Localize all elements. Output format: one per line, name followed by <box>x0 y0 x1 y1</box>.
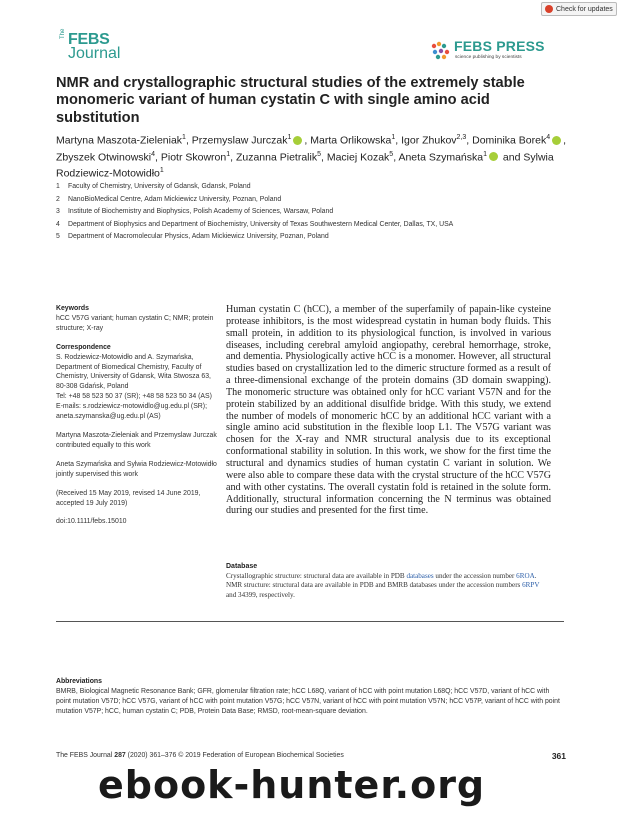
databases-link[interactable]: databases <box>406 571 434 580</box>
section-divider <box>56 621 564 622</box>
author-affiliation-sup: 4 <box>546 134 551 141</box>
crossmark-icon <box>545 5 553 13</box>
author-affiliation-sup: 1 <box>287 134 292 141</box>
author-name: Przemyslaw Jurczak <box>191 134 288 147</box>
author-name: Piotr Skowron <box>160 151 227 164</box>
author-affiliation-sup: 2,3 <box>456 134 467 141</box>
watermark: ebook-hunter.org <box>98 763 486 807</box>
affiliation-list <box>56 181 596 244</box>
orcid-icon[interactable] <box>552 136 561 145</box>
orcid-icon[interactable] <box>293 136 302 145</box>
affiliation-item: 1 Faculty of Chemistry, University of Gdansk, Gdansk, Poland <box>56 183 251 190</box>
orcid-icon[interactable] <box>489 152 498 161</box>
abstract-text: Human cystatin C (hCC), a member of the superfamily of papain-like cysteine protease inhibitors, is the most widespread cystatin in human body fluids. This small protein, in addition to its physiological function, is involved in various diseases, including cerebral amyloid angiopathy, cerebral hemorrhage, stroke, and dementia. Physiologically active hCC is a monomer. However, all structural studies based on crystallization led to the dimeric structure formed as a result of a three-dimensional exchange of the protein domains (3D domain swapping). The monomeric structure was obtained only for hCC variant V57N and for the protein stabilized by an additional disulfide bridge. With this study, we extend the number of models of monomeric hCC by an additional hCC variant with a single amino acid substitution in the flexible loop L1. The V57G variant was chosen for the X-ray and NMR structural analysis due to its exceptional conformational stability in solution. In this work, we show for the first time the structural and dynamics studies of human cystatin C variant in solution. We were also able to compare these data with the crystal structure of the hCC V57G and with other cystatins. The overall cystatin fold is retained in the solute form. Additionally, structural information concerning the N terminus was obtained during our studies and presented for the first time. <box>226 304 551 517</box>
logo-febs: FEBS <box>68 31 110 48</box>
check-for-updates-label: Check for updates <box>556 6 613 13</box>
logo-the: The <box>60 28 66 39</box>
pdb-6rpv-link[interactable]: 6RPV <box>522 581 540 590</box>
pdb-6roa-link[interactable]: 6ROA <box>516 571 535 580</box>
joint-supervision-note: Aneta Szymańska and Sylwia Rodziewicz-Motowidło jointly supervised this work <box>56 460 217 478</box>
abbreviations-text: BMRB, Biological Magnetic Resonance Bank; GFR, glomerular filtration rate; hCC L68Q, variant of hCC with point mutation L68Q; hCC V57D, variant of hCC with point mutation V57D; hCC V57G, variant of hCC with point mutation V57G; hCC V57N, variant of hCC with point mutation V57N; hCC V57P, variant of hCC with point mutation V57P; hCC, human cystatin C; PDB, Protein Data Base; RMSD, root-mean-square deviation. <box>56 688 560 715</box>
equal-contribution-note: Martyna Maszota-Zieleniak and Przemyslaw Jurczak contributed equally to this work <box>56 431 217 449</box>
press-name: FEBS PRESS <box>454 38 545 54</box>
author-name: Aneta Szymańska <box>398 151 484 164</box>
page-number: 361 <box>551 751 566 761</box>
affiliation-item: 4 Department of Biophysics and Department of Biochemistry, University of Texas Southwestern Medical Center, Dallas, TX, USA <box>56 220 454 228</box>
abbreviations-heading: Abbreviations <box>56 678 102 685</box>
author-affiliation-sup: 1 <box>483 150 488 158</box>
febs-press-logo <box>430 38 560 66</box>
author-name: Sylwia Rodziewicz-Motowidło <box>56 151 554 180</box>
keywords-heading: Keywords <box>56 305 89 312</box>
author-name: Dominika Borek <box>472 134 547 147</box>
received-dates: (Received 15 May 2019, revised 14 June 2019, accepted 19 July 2019) <box>56 489 201 507</box>
author-affiliation-sup: 5 <box>389 150 394 158</box>
sidebar <box>56 304 218 527</box>
abbreviations-section <box>56 677 566 717</box>
author-list: Martyna Maszota-Zieleniak$^1$, Przemyslaw Jurczak$^1$ , Marta Orlikowska$^1$, Igor Zhukov$^{2,3}$, Dominika Borek$^4$ , Zbyszek Otwinowski$^4$, Piotr Skowron$^1$, Zuzanna Pietralik$^5$, Maciej Kozak$^5$, Aneta Szymańska$^1$ and Sylwia Rodziewicz-Motowidło$^1$ <box>56 134 567 180</box>
author-affiliation-sup: 1 <box>159 167 164 175</box>
author-name: Maciej Kozak <box>326 151 390 164</box>
correspondence-tel: Tel: +48 58 523 50 37 (SR); +48 58 523 50 34 (AS) <box>56 393 212 401</box>
article-title: NMR and crystallographic structural studies of the extremely stable monomeric variant of human cystatin C with single amino acid substitution <box>56 75 525 126</box>
author-affiliation-sup: 4 <box>151 150 156 158</box>
database-text: Crystallographic structure: structural data are available in PDB databases under the accession number 6ROA. NMR structure: structural data are available in PDB and BMRB databases under the accession numbers 6RPV and 34399, respectively. <box>226 571 540 599</box>
logo-journal: Journal <box>68 45 121 62</box>
author-affiliation-sup: 1 <box>182 134 186 141</box>
correspondence-email: E-mails: s.rodziewicz-motowidlo@ug.edu.pl (SR); aneta.szymanska@ug.edu.pl (AS) <box>56 403 207 421</box>
febs-press-dots-icon <box>430 40 452 62</box>
check-for-updates-button[interactable] <box>541 2 617 16</box>
author-name: Zbyszek Otwinowski <box>56 151 152 164</box>
footer-citation: The FEBS Journal 287 (2020) 361–376 © 2019 Federation of European Biochemical Societies <box>56 752 344 759</box>
database-section <box>226 562 551 600</box>
author-name: Zuzanna Pietralik <box>235 151 318 164</box>
affiliation-item: 2 NanoBioMedical Centre, Adam Mickiewicz University, Poznan, Poland <box>56 195 282 203</box>
affiliation-item: 3 Institute of Biochemistry and Biophysics, Polish Academy of Sciences, Warsaw, Poland <box>56 208 334 216</box>
database-heading: Database <box>226 563 258 570</box>
keywords-text: hCC V57G variant; human cystatin C; NMR; protein structure; X-ray <box>56 314 214 332</box>
affiliation-item: 5 Department of Macromolecular Physics, Adam Mickiewicz University, Poznan, Poland <box>56 233 329 241</box>
correspondence-address: S. Rodziewicz-Motowidło and A. Szymańska, Department of Biomedical Chemistry, Faculty of Chemistry, University of Gdansk, Wita Stwosza 63, 80-308 Gdańsk, Poland <box>56 353 211 391</box>
author-affiliation-sup: 1 <box>226 150 231 158</box>
journal-logo <box>60 28 124 71</box>
author-name: Marta Orlikowska <box>310 134 392 147</box>
author-name: Igor Zhukov <box>401 134 457 147</box>
author-affiliation-sup: 1 <box>391 134 396 141</box>
correspondence-heading: Correspondence <box>56 343 111 351</box>
doi[interactable]: doi:10.1111/febs.15010 <box>56 518 127 526</box>
author-affiliation-sup: 5 <box>317 150 321 158</box>
author-name: Martyna Maszota-Zieleniak <box>56 134 183 147</box>
press-tagline: science publishing by scientists <box>455 55 522 60</box>
